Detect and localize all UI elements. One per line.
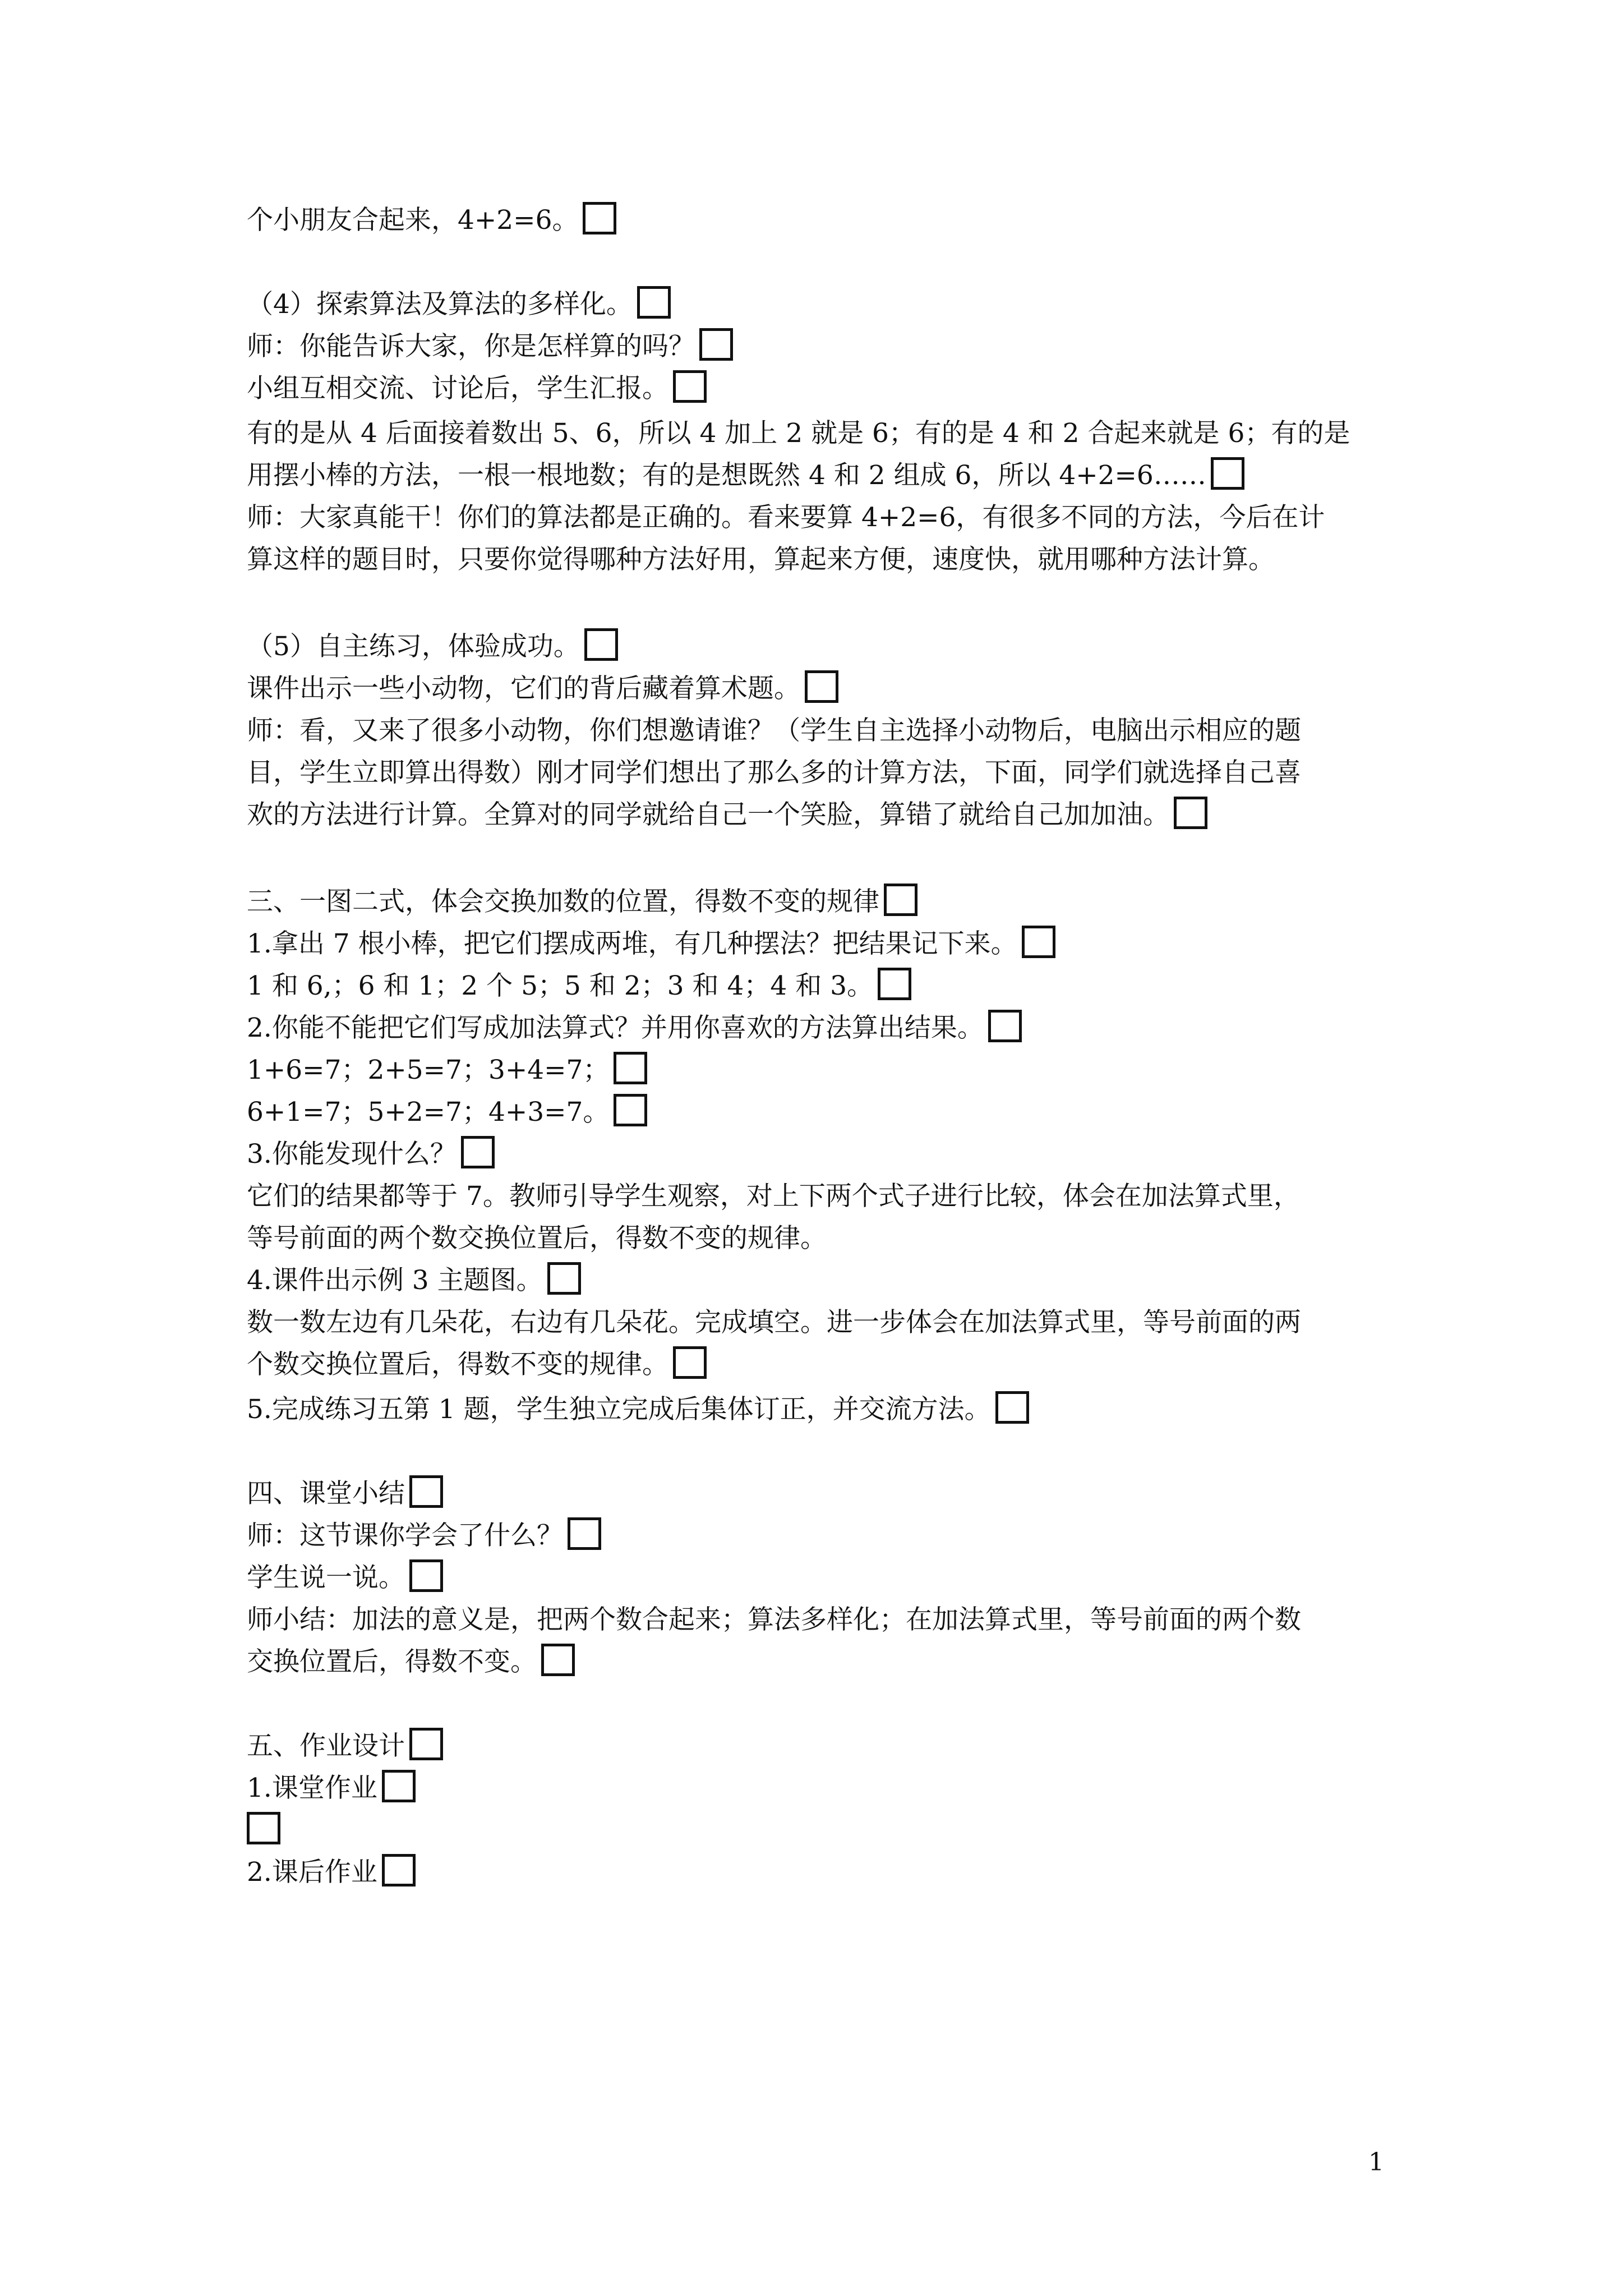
line-text: 5.完成练习五第 1 题，学生独立完成后集体订正，并交流方法。 xyxy=(247,1394,991,1425)
text-line xyxy=(247,496,1402,539)
empty-checkbox-square xyxy=(614,1094,647,1126)
line-text: 课件出示一些小动物，它们的背后藏着算术题。 xyxy=(247,673,800,704)
text-line xyxy=(247,1641,1402,1683)
empty-checkbox-square xyxy=(878,968,911,1000)
line-text: （4）探索算法及算法的多样化。 xyxy=(247,289,633,320)
text-line xyxy=(247,412,1402,455)
page-number: 1 xyxy=(1368,2148,1384,2177)
empty-checkbox-square xyxy=(1211,457,1244,490)
text-line xyxy=(247,752,1402,794)
line-text: 小组互相交流、讨论后，学生汇报。 xyxy=(247,373,668,404)
line-text: 算这样的题目时，只要你觉得哪种方法好用，算起来方便，速度快，就用哪种方法计算。 xyxy=(247,544,1275,575)
text-line xyxy=(247,454,1402,497)
text-line xyxy=(247,1343,1402,1386)
empty-checkbox-square xyxy=(995,1391,1029,1424)
empty-checkbox-square xyxy=(699,328,733,361)
text-line xyxy=(247,1767,1402,1810)
text-line xyxy=(247,1007,1402,1050)
text-line xyxy=(247,1175,1402,1218)
line-text: （5）自主练习，体验成功。 xyxy=(247,631,580,662)
line-text: 4.课件出示例 3 主题图。 xyxy=(247,1265,543,1296)
text-line xyxy=(247,710,1402,752)
line-text: 欢的方法进行计算。全算对的同学就给自己一个笑脸，算错了就给自己加加油。 xyxy=(247,799,1169,830)
empty-checkbox-square xyxy=(409,1559,443,1592)
line-text: 师：你能告诉大家，你是怎样算的吗？ xyxy=(247,331,695,362)
empty-checkbox-square xyxy=(637,286,671,319)
text-line xyxy=(247,668,1402,710)
line-text: 交换位置后，得数不变。 xyxy=(247,1646,537,1677)
line-text: 五、作业设计 xyxy=(247,1731,405,1761)
line-text: 三、一图二式，体会交换加数的位置，得数不变的规律 xyxy=(247,886,879,917)
empty-checkbox-square xyxy=(988,1010,1022,1042)
line-text: 目，学生立即算出得数）刚才同学们想出了那么多的计算方法，下面，同学们就选择自己喜 xyxy=(247,757,1301,788)
line-text: 1.拿出 7 根小棒，把它们摆成两堆，有几种摆法？把结果记下来。 xyxy=(247,928,1017,959)
line-text: 师小结：加法的意义是，把两个数合起来；算法多样化；在加法算式里，等号前面的两个数 xyxy=(247,1604,1301,1635)
line-text: 3.你能发现什么？ xyxy=(247,1139,457,1170)
empty-checkbox-square xyxy=(382,1854,416,1887)
text-line xyxy=(247,199,1402,242)
text-line xyxy=(247,1091,1402,1134)
text-line xyxy=(247,1725,1402,1768)
text-line xyxy=(247,794,1402,836)
line-text: 1.课堂作业 xyxy=(247,1773,377,1803)
line-text: 学生说一说。 xyxy=(247,1562,405,1593)
text-line xyxy=(247,1809,1402,1852)
line-text: 四、课堂小结 xyxy=(247,1478,405,1509)
empty-checkbox-square xyxy=(541,1644,575,1676)
text-line xyxy=(247,1851,1402,1894)
empty-checkbox-square xyxy=(547,1262,581,1295)
empty-checkbox-square xyxy=(614,1052,647,1084)
line-text: 个数交换位置后，得数不变的规律。 xyxy=(247,1349,668,1380)
line-text: 师：大家真能干！你们的算法都是正确的。看来要算 4+2=6，有很多不同的方法，今后在计 xyxy=(247,502,1325,533)
empty-checkbox-square xyxy=(409,1728,443,1760)
line-text: 用摆小棒的方法，一根一根地数；有的是想既然 4 和 2 组成 6，所以 4+2=6…… xyxy=(247,460,1206,491)
text-line xyxy=(247,625,1402,668)
text-line xyxy=(247,1388,1402,1431)
line-text: 2.你能不能把它们写成加法算式？并用你喜欢的方法算出结果。 xyxy=(247,1013,984,1043)
line-text: 师：看，又来了很多小动物，你们想邀请谁？（学生自主选择小动物后，电脑出示相应的题 xyxy=(247,715,1301,746)
text-line xyxy=(247,881,1402,923)
text-line xyxy=(247,965,1402,1007)
text-line xyxy=(247,283,1402,326)
text-line xyxy=(247,539,1402,581)
empty-checkbox-square xyxy=(805,670,838,703)
text-line xyxy=(247,1515,1402,1557)
line-text: 2.课后作业 xyxy=(247,1857,377,1888)
empty-checkbox-square xyxy=(583,202,616,234)
line-text: 1+6=7；2+5=7；3+4=7； xyxy=(247,1055,610,1085)
text-line xyxy=(247,1301,1402,1344)
line-text: 师：这节课你学会了什么？ xyxy=(247,1520,563,1551)
text-line xyxy=(247,923,1402,965)
text-line xyxy=(247,325,1402,368)
text-line xyxy=(247,1049,1402,1092)
empty-checkbox-square xyxy=(673,1346,707,1379)
text-line xyxy=(247,1133,1402,1176)
line-text: 有的是从 4 后面接着数出 5、6，所以 4 加上 2 就是 6；有的是 4 和 2 合起来就是 6；有的是 xyxy=(247,418,1350,449)
text-line xyxy=(247,1599,1402,1641)
text-line xyxy=(247,367,1402,410)
empty-checkbox-square xyxy=(584,628,618,661)
line-text: 6+1=7；5+2=7；4+3=7。 xyxy=(247,1097,610,1128)
line-text: 数一数左边有几朵花，右边有几朵花。完成填空。进一步体会在加法算式里，等号前面的两 xyxy=(247,1307,1301,1338)
empty-checkbox-square xyxy=(884,884,917,916)
text-line xyxy=(247,1259,1402,1302)
text-line xyxy=(247,1473,1402,1515)
line-text: 1 和 6,；6 和 1；2 个 5；5 和 2；3 和 4；4 和 3。 xyxy=(247,970,874,1001)
empty-checkbox-square xyxy=(1174,797,1207,829)
empty-checkbox-square xyxy=(247,1812,280,1844)
empty-checkbox-square xyxy=(382,1770,416,1802)
line-text: 等号前面的两个数交换位置后，得数不变的规律。 xyxy=(247,1223,827,1254)
empty-checkbox-square xyxy=(1022,926,1055,958)
text-line xyxy=(247,1217,1402,1260)
text-line xyxy=(247,1557,1402,1599)
line-text: 个小朋友合起来，4+2=6。 xyxy=(247,205,579,236)
line-text: 它们的结果都等于 7。教师引导学生观察，对上下两个式子进行比较，体会在加法算式里， xyxy=(247,1181,1300,1212)
empty-checkbox-square xyxy=(568,1517,601,1550)
empty-checkbox-square xyxy=(461,1136,495,1168)
empty-checkbox-square xyxy=(673,370,707,403)
empty-checkbox-square xyxy=(409,1475,443,1508)
